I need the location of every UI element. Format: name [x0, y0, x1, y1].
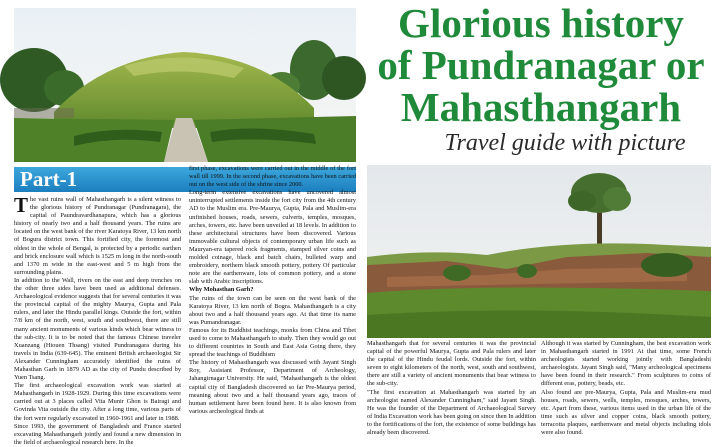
column4-paragraph: Although it was started by Cunningham, the best excavation work in Mahasthangarh started in 1991 At that time, some French archeologists started working jointly with Bangladeshi archaeologists. Jayant Singh said, "Many archeological specimens have been found in their research." From sculptures to coins of different eras, pottery, beads, etc.: [541, 340, 711, 388]
column3-paragraph: "The first excavation at Mahasthangarh was started by an archeologist named Alexander Cunningham," said Jayant Singh. He was the founder of the Department of Archaeological Survey of India Excavation work has been going on since then In addition to the fortifications of the fort, the existence of some buildings has already been discovered.: [367, 388, 536, 437]
column1-paragraph: Since 1993, the government of Bangladesh and France started excavating Mahasthangarh jointly and found a new dimension in the field of archaeological research here. In the: [14, 422, 181, 446]
column2-paragraph: Famous for its Buddhist teachings, monks from China and Tibet used to come to Mahasthangarh to study. Then they would go out to different countries in South and East Asia Going there, they spread the teachings of Buddhism: [189, 326, 356, 359]
drop-cap: T: [14, 193, 29, 217]
article-column-3: [367, 340, 536, 436]
part-label: Part-1: [20, 167, 78, 191]
column2-paragraph: first phase, excavations were carried out in the middle of the fort wall till 1999. In the second phase, excavations have been carried out on the west side of the shrine since 2000.: [189, 165, 356, 189]
headline-line-3: Mahasthangarh: [400, 84, 682, 130]
article-column-2: [189, 165, 356, 434]
column1-paragraph: In addition to the Wall, rivers on the east and deep trenches on the other three sides have been used as additional defenses. Archaeological evidence suggests that for several centuries it was the provincial capital of the mighty Maurya, Gupta and Pala rulers, and later the Hindu parallel kings. Outside the fort, within 7/8 km of the north, west, south and southwest, there are still many ancient monuments of various kinds which bear witness to the sub-city. It is to be noted that the famous Chinese traveler Xuanzang (Hiouen Thsang) visited Pundranagara during his travels in India (639-645). The eminent British archaeologist Sir Alexander Cunningham accurately identified the ruins of Mahasthan Garh in 1879 AD as the city of Pundu described by Yuen Tsang.: [14, 276, 181, 382]
column2-paragraph: The ruins of the town can be seen on the west bank of the Karatoya River, 13 km north of Bogra. Mahasthangarh is a city about two and a half thousand years ago. At that time its name was Pumandranagar.: [189, 294, 356, 326]
subtitle: Travel guide with picture: [444, 130, 686, 156]
column2-paragraph: The history of Mahasthangarh was discussed with Jayant Singh Roy, Assistant Professor, Department of Archeology, Jahangirnagar University. He said, "Mahasthangarh is the oldest capital city of Bangladesh discovered so far Pre-Maurya period, meaning about two and a half thousand years ago, traces of human settlement have been found here. It is also known from various archeological finds at: [189, 359, 356, 415]
headline-line-2: of Pundranagar or: [377, 42, 705, 88]
column4-paragraph: Also found are pre-Maurya, Gupta, Pala and Muslim-era mud houses, roads, sewers, wells, temples, mosques, arches, towers, etc. Apart from these, various items used in the urban life of the time such as silver and copper coins, black smooth pottery, terracotta plaques, earthenware and metal objects including idols were also found.: [541, 388, 711, 437]
headline-line-1: Glorious history: [398, 0, 684, 46]
article-column-1: [14, 193, 181, 446]
section-heading: Why Mohasthan Garh?: [189, 286, 254, 294]
column1-paragraph: The first archaeological excavation work was started at Mahasthangarh in 1928-1929. During this time excavations were carried out at 3 places called Vita Munir Ghon is Bairagi and Govinda Vita outside the city. After a long time, various parts of the fort were regularly excavated in 1960-1961 and later in 1988.: [14, 382, 181, 422]
headline: [366, 2, 716, 128]
article-column-4: [541, 340, 711, 436]
ruins-photo-top: [14, 8, 356, 162]
column2-paragraph: Long-term extensive excavations have uncovered almost uninterrupted settlements inside the fort city from the 4th century AD to the Muslim era. Pre-Maurya, Gupta, Pala and Muslim-era unfinished houses, roads, sewers, culverts, temples, mosques, arches, towers, etc. have been unveiled at 18 levels. In addition to these architectural structures have been discovered. Various immovable cultural objects of contemporary urban life such as Mauryan-era tapered rock fragments, stamped silver coins and molded coinage, black and batch chairs, bulleted warp and embroidery, northern black smooth pottery, pottery Of particular note are the earthenware, lots of common pottery, and a stone slab with Arabic inscriptions.: [189, 189, 356, 286]
column3-paragraph: Mahasthangarh that for several centuries it was the provincial capital of the powerful Maurya, Gupta and Pala rulers and later the capital of the Hindu feudal lords. Outside the fort, within seven to eight kilometers of the north, west, south and southwest, there are still a variety of ancient monuments that bear witness to the sub-city.: [367, 340, 536, 388]
ruins-photo-right: [367, 165, 711, 338]
column1-paragraph: he vast ruins wall of Mahasthangarh is a silent witness to the glorious history of Pundranagar (Pundranagara), the capital of Paundravardhanapura, which has a glorious history of nearly two and a half thousand years. The ruins are located on the west bank of the river Karatoya River, 13 km north of Bogura district town. This fortified city, the foremost and oldest in the whole of Bengal, is protected by a periodic earthen and brick enclosure wall which is 1525 m long in the north-south and 1370 m wide in the east-west and 5 m high from the surrounding plains.: [14, 196, 181, 276]
